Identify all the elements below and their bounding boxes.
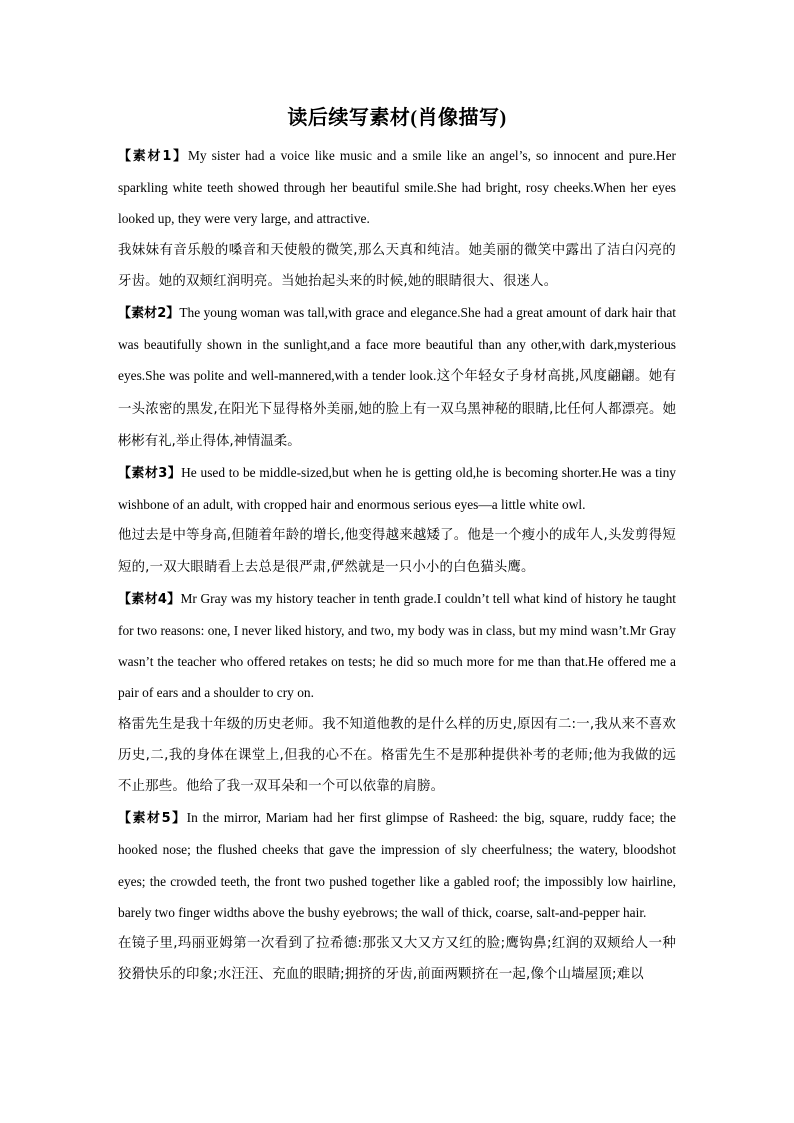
material-3-label: 【素材3】 [118,466,182,482]
material-2-label: 【素材2】 [118,306,180,322]
material-5-english-text: In the mirror, Mariam had her first glimpse of Rasheed: the big, square, ruddy face; the hooked nose; the flushed cheeks that gave the impression of sly cheerfulness; the watery, bloodshot eyes; the crowded teeth, the front two pushed together like a gabled roof; the impossibly low hairline, barely two finger widths above the bushy eyebrows; the wall of thick, coarse, salt-and-pepper hair. [118,810,676,920]
material-5-label: 【素材5】 [118,811,187,827]
material-5-english [118,802,676,928]
material-1-english-text: My sister had a voice like music and a smile like an angel’s, so innocent and pure.Her sparkling white teeth showed through her beautiful smile.She had bright, rosy cheeks.When her eyes looked up, they were very large, and attractive. [118,148,676,227]
material-4-english-text: Mr Gray was my history teacher in tenth grade.I couldn’t tell what kind of history he taught for two reasons: one, I never liked history, and two, my body was in class, but my mind wasn’t.Mr Gray wasn’t the teacher who offered retakes on tests; he did so much more for me than that.He offered me a pair of ears and a shoulder to cry on. [118,590,676,701]
material-2-chinese-text: 这个年轻女子身材高挑,风度翩翩。她有一头浓密的黑发,在阳光下显得格外美丽,她的脸上有一双乌黑神秘的眼睛,比任何人都漂亮。她彬彬有礼,举止得体,神情温柔。 [118,369,676,449]
document-title: 读后续写素材(肖像描写) [287,107,507,129]
material-4-english [118,583,676,709]
material-4-chinese: 格雷先生是我十年级的历史老师。我不知道他教的是什么样的历史,原因有二:一,我从来不喜欢历史,二,我的身体在课堂上,但我的心不在。格雷先生不是那种提供补考的老师;他为我做的远不止那些。他给了我一双耳朵和一个可以依靠的肩膀。 [118,716,676,795]
material-3-english [118,457,676,520]
material-4-label: 【素材4】 [118,591,181,607]
material-5-chinese: 在镜子里,玛丽亚姆第一次看到了拉希德:那张又大又方又红的脸;鹰钩鼻;红润的双颊给人一种狡猾快乐的印象;水汪汪、充血的眼睛;拥挤的牙齿,前面两颗挤在一起,像个山墙屋顶;难以 [118,936,676,983]
material-2-text [118,297,676,457]
material-1-chinese: 我妹妹有音乐般的嗓音和天使般的微笑,那么天真和纯洁。她美丽的微笑中露出了洁白闪亮的牙齿。她的双颊红润明亮。当她抬起头来的时候,她的眼睛很大、很迷人。 [118,242,676,289]
material-3-chinese: 他过去是中等身高,但随着年龄的增长,他变得越来越矮了。他是一个瘦小的成年人,头发剪得短短的,一双大眼睛看上去总是很严肃,俨然就是一只小小的白色猫头鹰。 [118,528,676,575]
document-page [118,96,676,990]
material-1-english [118,140,676,235]
material-1-label: 【素材1】 [118,149,188,164]
material-3-english-text: He used to be middle-sized,but when he is getting old,he is becoming shorter.He was a tiny wishbone of an adult, with cropped hair and enormous serious eyes—a little white owl. [118,465,677,513]
material-2-english-text: The young woman was tall,with grace and elegance.She had a great amount of dark hair that was beautifully shown in the sunlight,and a face more beautiful than any other,with dark,mysterious eyes.She was polite and well-mannered,with a tender look. [118,305,676,384]
